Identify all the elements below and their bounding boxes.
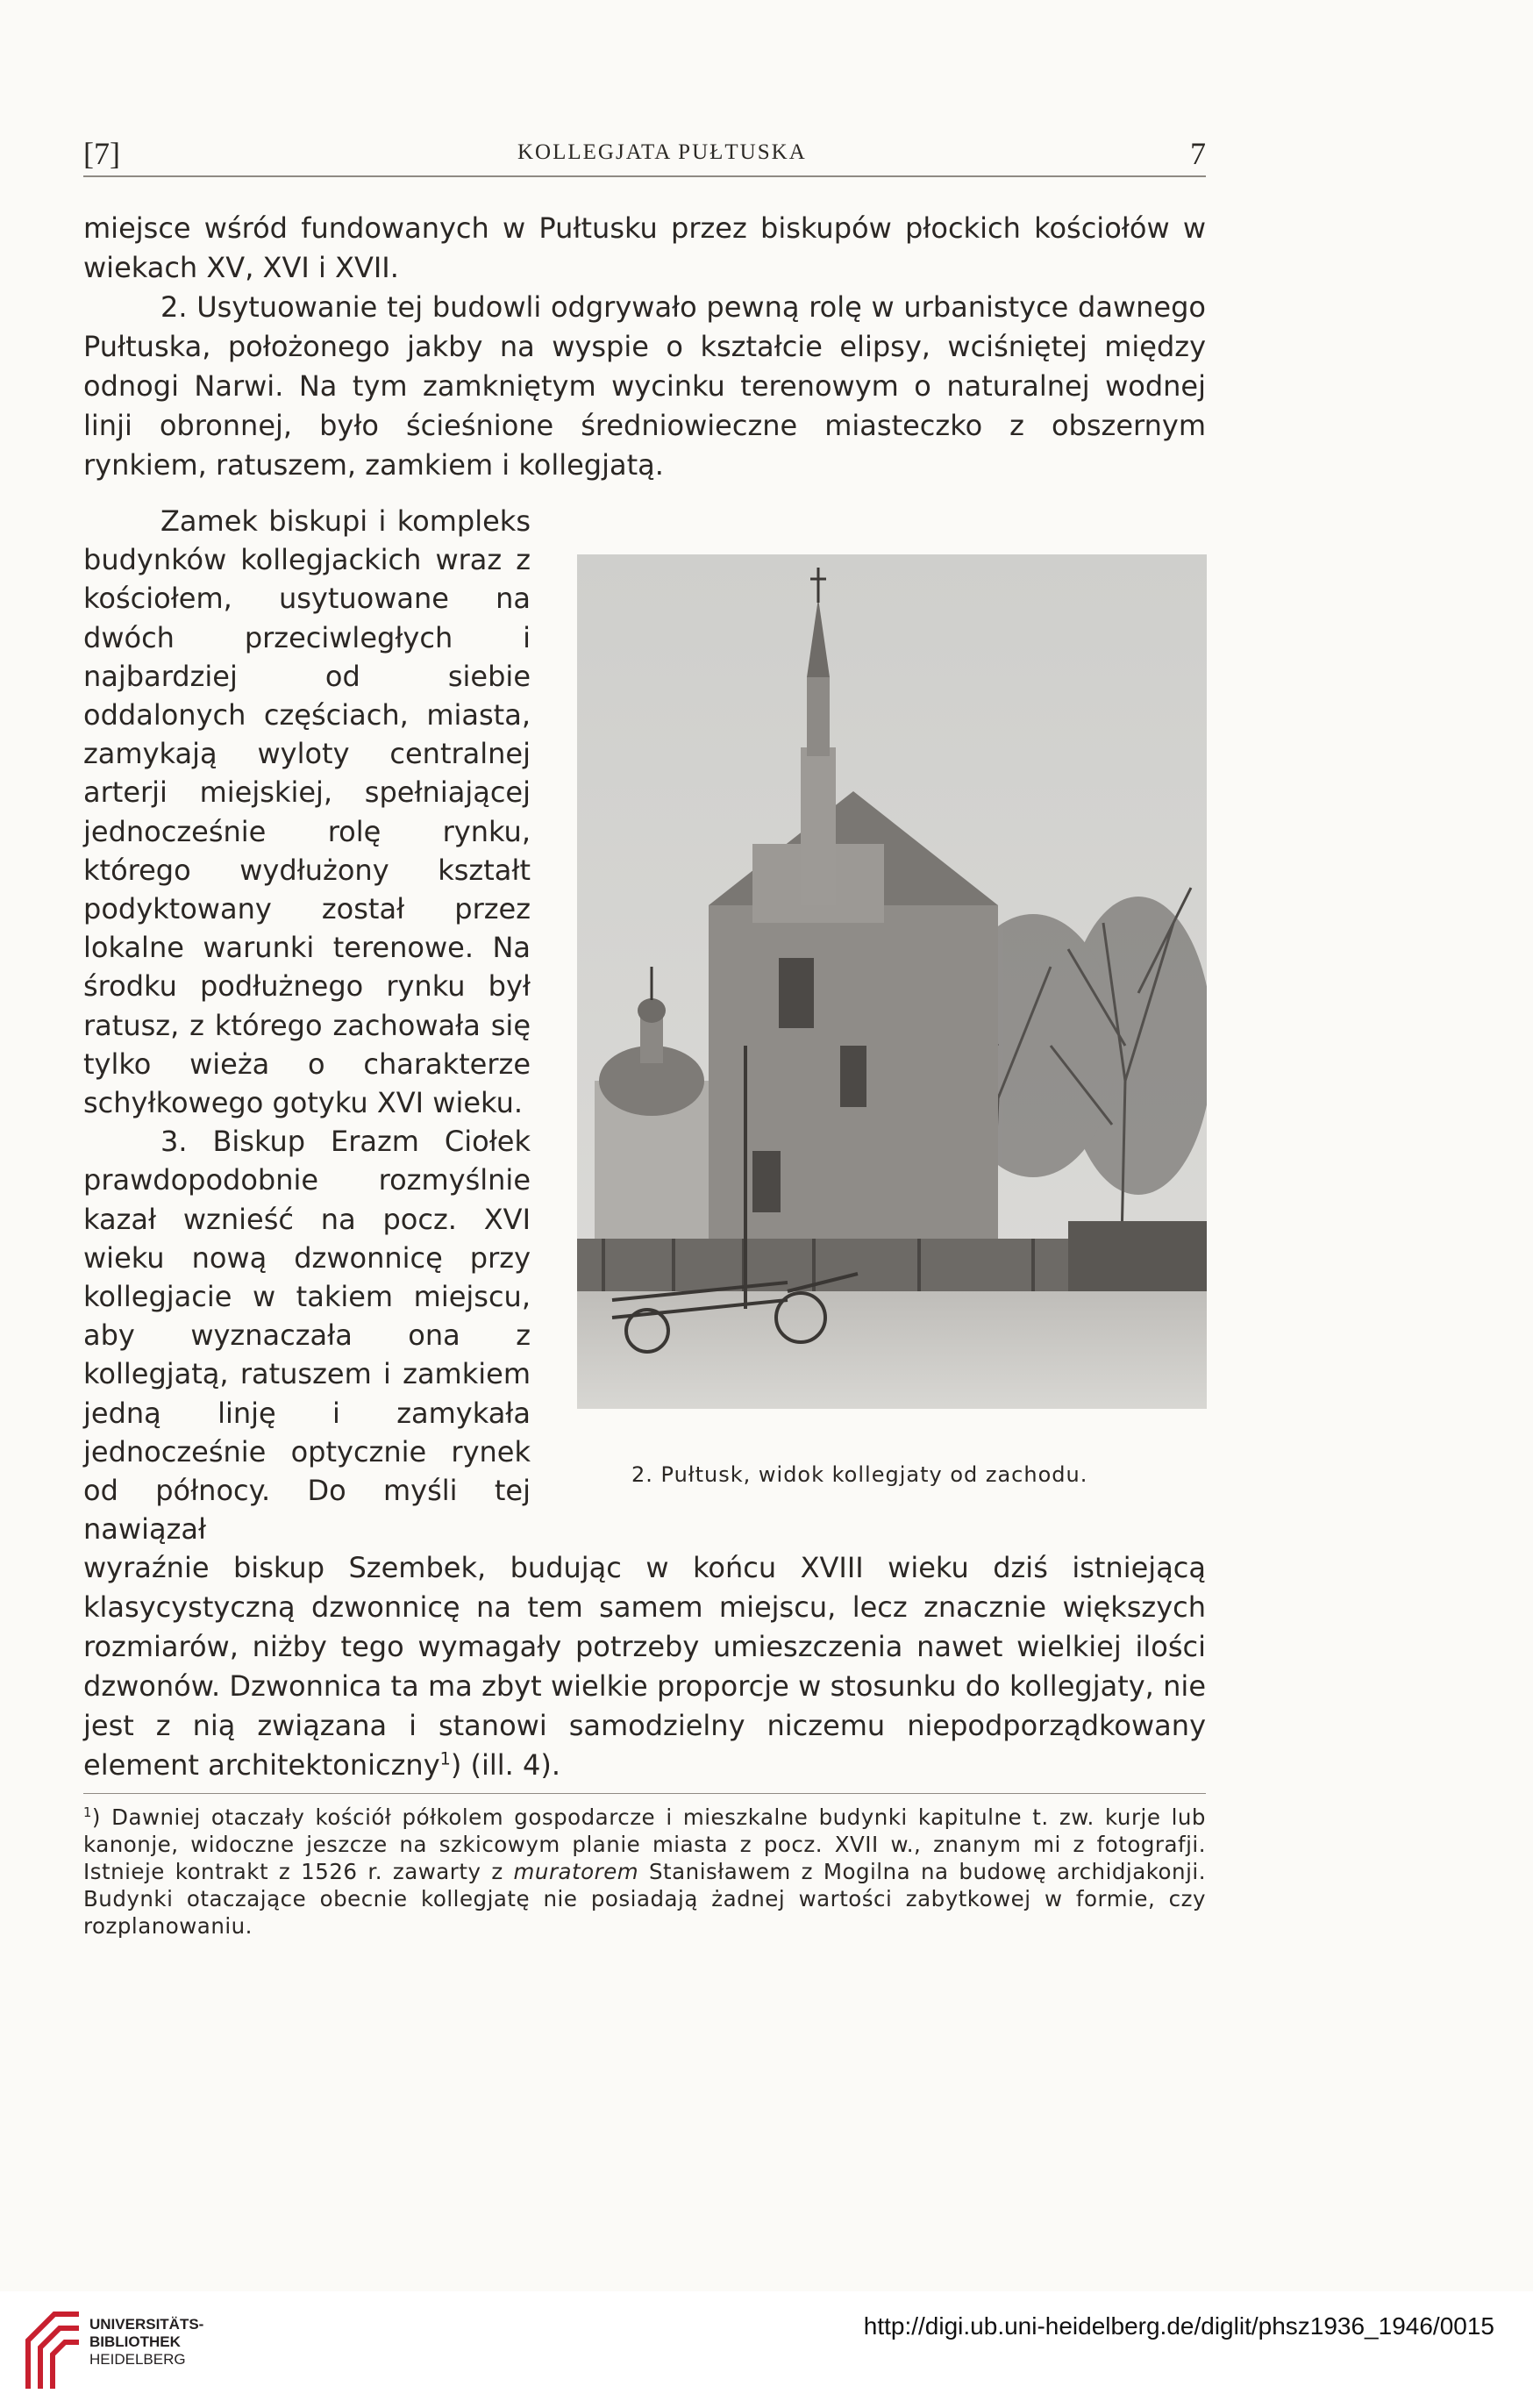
footnote-divider [83,1793,1206,1794]
continuation-after-note: ) (ill. 4). [450,1748,561,1782]
figure-caption: 2. Pułtusk, widok kollegjaty od zachodu. [631,1462,1088,1487]
library-line-2: BIBLIOTHEK [89,2333,181,2350]
library-name [89,2316,203,2369]
intro-text [83,209,1206,485]
paragraph-castle: Zamek biskupi i kompleks budynków kollegjackich wraz z kościołem, usytuowane na dwóch przeciwległych i najbardziej od siebie oddalonych częściach, miasta, zamykają wyloty centralnej arterji miejskiej, spełniającej jednocześnie rolę rynku, którego wydłużony kształt podyktowany został przez lokalne warunki terenowe. Na środku podłużnego rynku był ratusz, z którego zachowała się tylko wieża o charakterze schyłkowego gotyku XVI wieku. [83,504,531,1120]
page-number: 7 [1190,136,1206,171]
source-url-link[interactable]: http://digi.ub.uni-heidelberg.de/diglit/phsz1936_1946/0015 [863,2312,1494,2340]
library-line-1: UNIVERSITÄTS- [89,2316,204,2333]
paragraph-szembek [83,1548,1206,1785]
footnote-paragraph [83,1804,1206,1940]
digitization-footer [0,2291,1533,2408]
paragraph-section-3: 3. Biskup Erazm Ciołek prawdopodobnie rozmyślnie kazał wznieść na pocz. XVI wieku nową dzwonnicę przy kollegjacie w takiem miejscu, aby wyznaczała ona z kollegjatą, ratuszem i zamkiem jedną linję i zamykała jednocześnie optycznie rynek od północy. Do myśli tej nawiązał [83,1125,531,1547]
footnote-mark: 1 [83,1804,92,1820]
running-header [83,132,1206,177]
footnote-reference-mark[interactable]: 1 [439,1748,451,1769]
footnote-text-start: ) Dawniej otaczały kościół półkolem gospodarcze i mieszkalne budynki kapitulne t. zw. kurje lub kanonje, widoczne jeszcze na szkicowym planie miasta z pocz. XVII w., znanym mi z fotografji. Istnieje kontrakt z 1526 r. zawarty z [83,1804,1206,1884]
footnote [83,1804,1206,1940]
left-column-text [83,502,531,1548]
footnote-italic-word: muratorem [513,1859,639,1884]
continuation-text [83,1548,1206,1785]
library-logo-icon[interactable] [19,2305,84,2393]
library-line-3: HEIDELBERG [89,2351,186,2368]
running-title: KOLLEGJATA PUŁTUSKA [517,140,807,164]
church-photograph [577,554,1207,1409]
footnote-text-end: Stanisławem z Mogilna na budowę archidjakonji. Budynki otaczające obecnie kollegjatę nie posiadają żadnej wartości zabytkowej w formie, czy rozplanowaniu. [83,1859,1206,1939]
church-photo-illustration [577,554,1207,1409]
paragraph-section-2: 2. Usytuowanie tej budowli odgrywało pewną rolę w urbanistyce dawnego Pułtuska, położonego jakby na wyspie o kształcie elipsy, wciśniętej między odnogi Narwi. Na tym zamkniętym wycinku terenowym o naturalnej wodnej linji obronnej, było ścieśnione średniowieczne miasteczko z obszernym rynkiem, ratuszem, zamkiem i kollegjatą. [83,290,1206,482]
continuation-before-note: wyraźnie biskup Szembek, budując w końcu XVIII wieku dziś istniejącą klasycystyczną dzwonnicę na tem samem miejscu, lecz znacznie większych rozmiarów, niżby tego wymagały potrzeby umieszczenia nawet wielkiej ilości dzwonów. Dzwonnica ta ma zbyt wielkie proporcje w stosunku do kollegjaty, nie jest z nią związana i stanowi samodzielny niczemu niepodporządkowany element architektoniczny [83,1551,1206,1782]
paragraph-continuation: miejsce wśród fundowanych w Pułtusku przez biskupów płockich kościołów w wiekach XV, XVI i XVII. [83,211,1206,284]
page-label: [7] [83,136,120,171]
